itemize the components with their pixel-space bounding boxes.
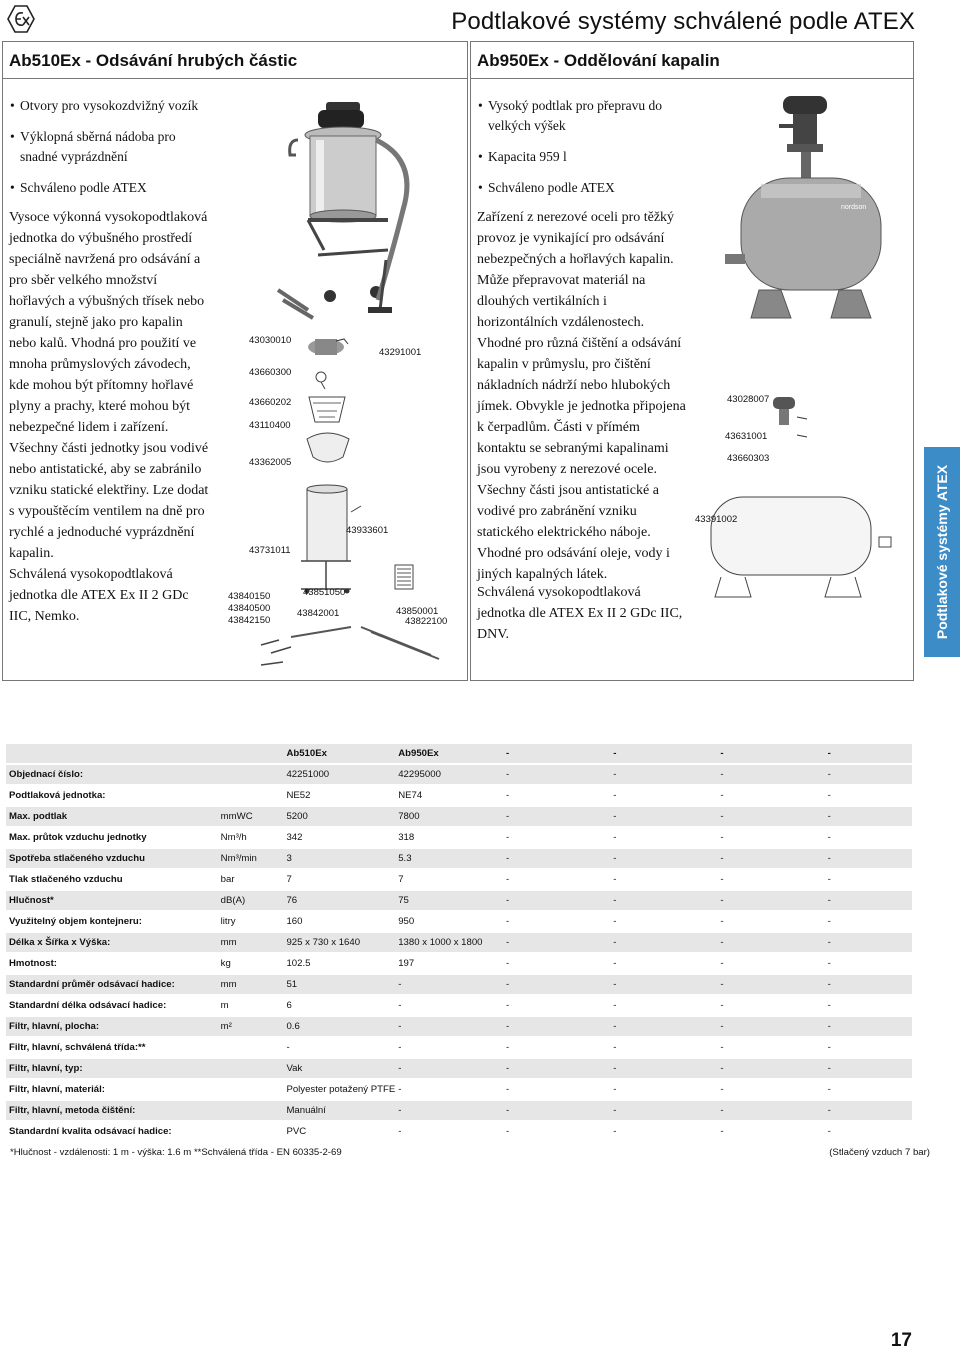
table-footnote: *Hlučnost - vzdálenosti: 1 m - výška: 1.6 m **Schválená třída - EN 60335-2-69 <box>10 1147 342 1158</box>
value-cell: - <box>825 848 912 869</box>
value-cell: 76 <box>283 890 395 911</box>
value-cell: - <box>503 1058 610 1079</box>
part-number: 43110400 <box>249 420 291 431</box>
unit-cell <box>218 744 284 764</box>
value-cell: 75 <box>395 890 503 911</box>
value-cell: 1380 x 1000 x 1800 <box>395 932 503 953</box>
value-cell: - <box>717 932 824 953</box>
feature-item: • Výklopná sběrná nádoba pro snadné vyprázdnění <box>10 127 190 167</box>
specification-table <box>6 744 912 1143</box>
product-box-ab510ex <box>2 41 468 681</box>
value-cell: - <box>825 785 912 806</box>
value-cell: - <box>825 1100 912 1121</box>
part-number: 43822100 <box>405 616 448 627</box>
value-cell: - <box>717 744 824 764</box>
table-row <box>6 890 912 911</box>
unit-cell: Nm³/min <box>218 848 284 869</box>
row-label: Standardní délka odsávací hadice: <box>6 995 218 1016</box>
value-cell: NE74 <box>395 785 503 806</box>
value-cell: - <box>825 932 912 953</box>
row-label: Hmotnost: <box>6 953 218 974</box>
unit-cell <box>218 1121 284 1142</box>
value-cell: - <box>395 1100 503 1121</box>
value-cell: - <box>610 785 717 806</box>
row-label: Standardní kvalita odsávací hadice: <box>6 1121 218 1142</box>
part-number: 43030010 <box>249 335 292 346</box>
unit-cell <box>218 1037 284 1058</box>
value-cell: - <box>717 953 824 974</box>
product-description: Zařízení z nerezové oceli pro těžký provoz je vynikající pro odsávání nebezpečných a hořlavých kapalin. Může přepravovat materiál na dlouhých vertikálních i horizontálních vzdálenostech. Vhodné pro různá čištění a odsávání kapalin v průmyslu, pro čištění nákladních nádrží nebo hlubokých jímek. Obvykle je jednotka připojena k čerpadlům. Části v přímém kontaktu se sebranými kapalinami jsou vyrobeny z nerezové ocele. Všechny části jsou antistatické a vodivé pro zabránění vzniku statického elektrického náboje. Vhodné pro odsávání oleje, vody i jiných kapalných látek. <box>477 210 686 582</box>
unit-cell: mm <box>218 974 284 995</box>
value-cell: - <box>503 911 610 932</box>
value-cell: - <box>610 974 717 995</box>
value-cell: - <box>610 1121 717 1142</box>
value-cell: 3 <box>283 848 395 869</box>
value-cell: - <box>717 848 824 869</box>
value-cell: - <box>610 953 717 974</box>
value-cell: - <box>717 1100 824 1121</box>
table-row <box>6 848 912 869</box>
row-label: Délka x Šířka x Výška: <box>6 932 218 953</box>
value-cell: - <box>610 911 717 932</box>
value-cell: - <box>717 785 824 806</box>
value-cell: - <box>503 1016 610 1037</box>
part-number: 43291001 <box>379 347 422 358</box>
value-cell: - <box>825 911 912 932</box>
value-cell: 6 <box>283 995 395 1016</box>
row-label: Standardní průměr odsávací hadice: <box>6 974 218 995</box>
feature-item: • Kapacita 959 l <box>478 147 688 167</box>
value-cell: - <box>610 1100 717 1121</box>
value-cell: - <box>610 1016 717 1037</box>
value-cell: 160 <box>283 911 395 932</box>
table-row <box>6 911 912 932</box>
value-cell: - <box>717 1037 824 1058</box>
part-number: 43842001 <box>297 608 340 619</box>
value-cell: - <box>717 1016 824 1037</box>
part-number: 43731011 <box>249 545 291 556</box>
value-cell: PVC <box>283 1121 395 1142</box>
table-row <box>6 953 912 974</box>
value-cell: 5.3 <box>395 848 503 869</box>
table-row <box>6 995 912 1016</box>
table-row <box>6 785 912 806</box>
tank-brand-label: nordson <box>841 204 867 211</box>
table-header-row <box>6 744 912 764</box>
row-label: Filtr, hlavní, typ: <box>6 1058 218 1079</box>
table-row <box>6 1016 912 1037</box>
unit-cell: litry <box>218 911 284 932</box>
row-label: Max. průtok vzduchu jednotky <box>6 827 218 848</box>
row-label: Objednací číslo: <box>6 764 218 785</box>
value-cell: - <box>503 932 610 953</box>
feature-item: • Otvory pro vysokozdvižný vozík <box>10 96 198 116</box>
value-cell: - <box>610 848 717 869</box>
value-cell: - <box>717 1121 824 1142</box>
value-cell: - <box>825 1121 912 1142</box>
value-cell: - <box>825 1037 912 1058</box>
feature-list <box>478 96 688 209</box>
feature-item: • Schváleno podle ATEX <box>10 178 198 198</box>
value-cell: - <box>503 1079 610 1100</box>
table-row <box>6 764 912 785</box>
unit-cell <box>218 1058 284 1079</box>
row-label: Podtlaková jednotka: <box>6 785 218 806</box>
row-label: Tlak stlačeného vzduchu <box>6 869 218 890</box>
product-box-ab950ex <box>470 41 914 681</box>
unit-cell: m² <box>218 1016 284 1037</box>
table-footnote-right: (Stlačený vzduch 7 bar) <box>829 1147 930 1158</box>
value-cell: - <box>395 1016 503 1037</box>
value-cell: 318 <box>395 827 503 848</box>
value-cell: - <box>503 785 610 806</box>
ex-hexagon-logo-icon <box>6 4 36 34</box>
value-cell: - <box>610 995 717 1016</box>
value-cell: - <box>395 1079 503 1100</box>
value-cell: - <box>825 1016 912 1037</box>
value-cell: - <box>395 974 503 995</box>
value-cell: - <box>395 1058 503 1079</box>
value-cell: - <box>503 995 610 1016</box>
value-cell: - <box>717 827 824 848</box>
value-cell: 197 <box>395 953 503 974</box>
value-cell: - <box>610 869 717 890</box>
row-label: Hlučnost* <box>6 890 218 911</box>
table-row <box>6 1058 912 1079</box>
value-cell: - <box>503 1121 610 1142</box>
value-cell: - <box>503 974 610 995</box>
value-cell: 51 <box>283 974 395 995</box>
row-label: Max. podtlak <box>6 806 218 827</box>
approval-text: Schválená vysokopodtlaková jednotka dle ATEX Ex II 2 GDc IIC, Nemko. <box>9 567 189 624</box>
unit-cell: bar <box>218 869 284 890</box>
value-cell: - <box>503 1100 610 1121</box>
ab950ex-parts-diagram <box>701 397 901 607</box>
value-cell: NE52 <box>283 785 395 806</box>
unit-cell <box>218 785 284 806</box>
value-cell: - <box>825 764 912 785</box>
page-number: 17 <box>890 1330 912 1351</box>
value-cell: - <box>610 932 717 953</box>
value-cell: 950 <box>395 911 503 932</box>
value-cell: - <box>717 890 824 911</box>
value-cell: 102.5 <box>283 953 395 974</box>
value-cell: - <box>717 974 824 995</box>
part-number: 43851050 <box>303 587 346 598</box>
part-number: 43660303 <box>727 453 770 464</box>
unit-cell: Nm³/h <box>218 827 284 848</box>
value-cell: - <box>825 974 912 995</box>
part-number: 43028007 <box>727 394 770 405</box>
part-number: 43840150 <box>228 591 271 602</box>
value-cell: - <box>825 1058 912 1079</box>
value-cell: - <box>503 953 610 974</box>
unit-cell: mm <box>218 932 284 953</box>
ab510ex-unit-illustration <box>268 100 438 322</box>
value-cell: - <box>395 1121 503 1142</box>
part-number: 43842150 <box>228 615 271 626</box>
value-cell: 0.6 <box>283 1016 395 1037</box>
value-cell: - <box>610 744 717 764</box>
value-cell: 7 <box>283 869 395 890</box>
table-row <box>6 1079 912 1100</box>
value-cell: - <box>825 890 912 911</box>
part-number: 43660202 <box>249 397 292 408</box>
value-cell: - <box>610 1037 717 1058</box>
value-cell: - <box>503 806 610 827</box>
unit-cell <box>218 764 284 785</box>
value-cell: - <box>825 827 912 848</box>
value-cell: - <box>610 1079 717 1100</box>
ab950ex-tank-illustration <box>721 94 901 334</box>
value-cell: Manuální <box>283 1100 395 1121</box>
unit-cell: kg <box>218 953 284 974</box>
unit-cell: m <box>218 995 284 1016</box>
unit-cell <box>218 1100 284 1121</box>
table-row <box>6 869 912 890</box>
page-title: Podtlakové systémy schválené podle ATEX <box>451 8 915 35</box>
part-number: 43362005 <box>249 457 292 468</box>
unit-cell: dB(A) <box>218 890 284 911</box>
value-cell: 7 <box>395 869 503 890</box>
product-description: Vysoce výkonná vysokopodtlaková jednotka do výbušného prostředí speciálně navržená pro odsávání a pro sběr velkého množství hořlavých a výbušných třísek nebo granulí, stejně jako pro kapalin nebo kalů. Vhodná pro použití ve mnoha průmyslových závodech, kde mohou být přítomny hořlavé plyny a prachy, které mohou být nebezpečné lidem i zařízení. Všechny části jednotky jsou vodivé nebo antistatické, aby se zabránilo vzniku statické elektřiny. Lze dodat s vypouštěcím ventilem na dně pro rychlé a jednoduché vyprázdnění kapalin. <box>9 210 209 561</box>
feature-item: • Schváleno podle ATEX <box>478 178 688 198</box>
value-cell: 5200 <box>283 806 395 827</box>
row-label: Filtr, hlavní, metoda čištění: <box>6 1100 218 1121</box>
value-cell: - <box>503 764 610 785</box>
value-cell: - <box>610 1058 717 1079</box>
product-heading: Ab510Ex - Odsávání hrubých částic <box>3 42 467 79</box>
row-label: Využitelný objem kontejneru: <box>6 911 218 932</box>
table-row <box>6 974 912 995</box>
value-cell: - <box>503 848 610 869</box>
value-cell: - <box>825 995 912 1016</box>
value-cell: - <box>503 744 610 764</box>
value-cell: 7800 <box>395 806 503 827</box>
row-label <box>6 744 218 764</box>
table-row <box>6 806 912 827</box>
value-cell: - <box>825 953 912 974</box>
value-cell: - <box>283 1037 395 1058</box>
product-heading: Ab950Ex - Oddělování kapalin <box>471 42 913 79</box>
value-cell: - <box>717 1058 824 1079</box>
section-side-tab <box>924 447 960 657</box>
part-number: 43850001 <box>396 606 439 617</box>
value-cell: - <box>825 869 912 890</box>
side-tab-label: Podtlakové systémy ATEX <box>934 464 950 640</box>
value-cell: - <box>825 806 912 827</box>
table-row <box>6 1037 912 1058</box>
value-cell: 42251000 <box>283 764 395 785</box>
value-cell: - <box>610 806 717 827</box>
value-cell: - <box>395 995 503 1016</box>
feature-item: • Vysoký podtlak pro přepravu do velkých výšek <box>478 96 688 136</box>
approval-text: Schválená vysokopodtlaková jednotka dle ATEX Ex II 2 GDc IIC, DNV. <box>477 585 683 642</box>
unit-cell: mmWC <box>218 806 284 827</box>
row-label: Spotřeba stlačeného vzduchu <box>6 848 218 869</box>
value-cell: - <box>717 995 824 1016</box>
value-cell: - <box>610 827 717 848</box>
value-cell: 342 <box>283 827 395 848</box>
value-cell: 42295000 <box>395 764 503 785</box>
value-cell: - <box>717 1079 824 1100</box>
value-cell: - <box>610 764 717 785</box>
value-cell: - <box>717 869 824 890</box>
value-cell: - <box>717 806 824 827</box>
value-cell: - <box>503 827 610 848</box>
row-label: Filtr, hlavní, plocha: <box>6 1016 218 1037</box>
value-cell: Vak <box>283 1058 395 1079</box>
value-cell: - <box>717 764 824 785</box>
row-label: Filtr, hlavní, materiál: <box>6 1079 218 1100</box>
value-cell: - <box>503 890 610 911</box>
unit-cell <box>218 1079 284 1100</box>
row-label: Filtr, hlavní, schválená třída:** <box>6 1037 218 1058</box>
part-number: 43660300 <box>249 367 292 378</box>
value-cell: - <box>717 911 824 932</box>
table-row <box>6 1121 912 1142</box>
value-cell: - <box>503 1037 610 1058</box>
value-cell: Ab950Ex <box>395 744 503 764</box>
part-number: 43631001 <box>725 431 768 442</box>
table-row <box>6 1100 912 1121</box>
value-cell: Ab510Ex <box>283 744 395 764</box>
value-cell: 925 x 730 x 1640 <box>283 932 395 953</box>
part-number: 43933601 <box>346 525 389 536</box>
table-row <box>6 932 912 953</box>
value-cell: - <box>503 869 610 890</box>
value-cell: Polyester potažený PTFE <box>283 1079 395 1100</box>
feature-list <box>10 96 198 209</box>
value-cell: - <box>825 1079 912 1100</box>
part-number: 43391002 <box>695 514 738 525</box>
table-row <box>6 827 912 848</box>
value-cell: - <box>825 744 912 764</box>
value-cell: - <box>610 890 717 911</box>
part-number: 43840500 <box>228 603 271 614</box>
value-cell: - <box>395 1037 503 1058</box>
